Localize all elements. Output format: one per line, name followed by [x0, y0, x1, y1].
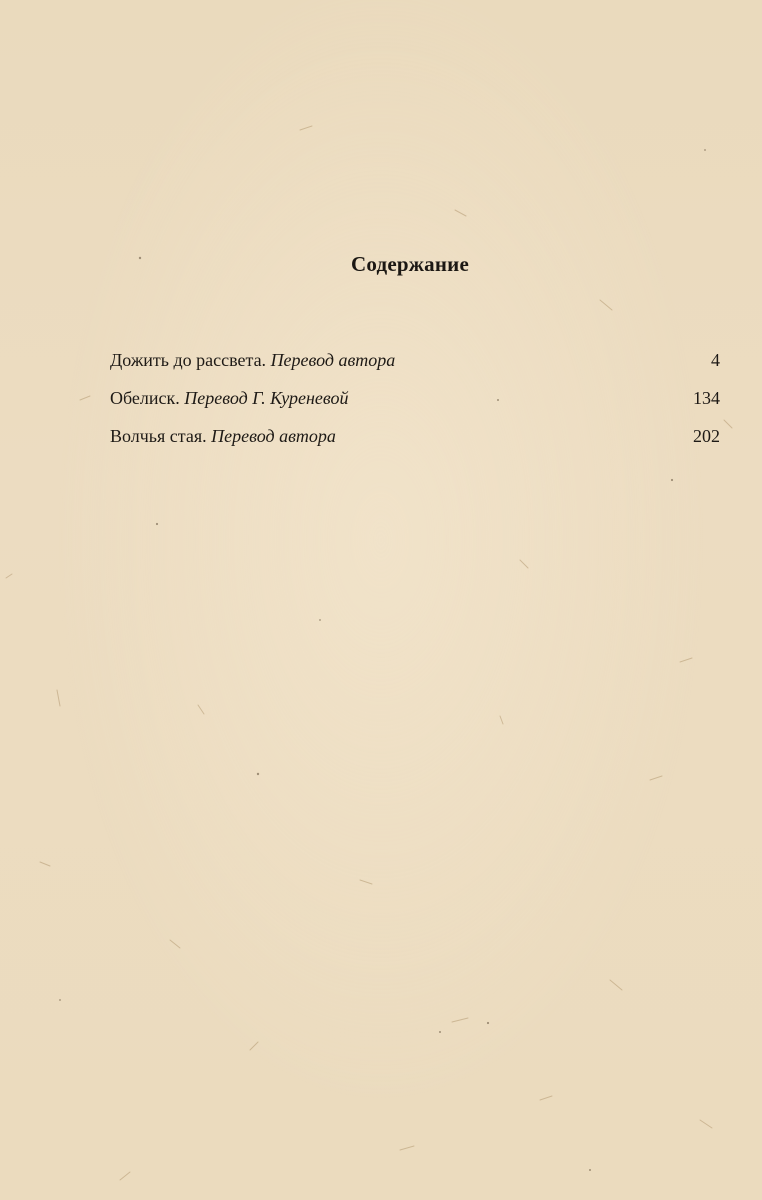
toc-entry-page: 4 [711, 350, 720, 370]
contents-heading: Содержание [351, 252, 469, 276]
toc-entry-title: Обелиск. [110, 388, 180, 408]
table-of-contents [110, 348, 720, 462]
toc-entry[interactable] [110, 348, 720, 386]
toc-entry-page: 202 [693, 426, 720, 446]
toc-entry[interactable] [110, 424, 720, 462]
toc-entry-title: Волчья стая. [110, 426, 207, 446]
toc-entry-title-line [110, 348, 395, 372]
toc-entry-translator: Перевод автора [211, 426, 336, 446]
toc-entry-title: Дожить до рассвета. [110, 350, 267, 370]
toc-entry-title-line [110, 424, 336, 448]
toc-entry-title-line [110, 386, 349, 410]
toc-entry-page: 134 [693, 388, 720, 408]
toc-entry-translator: Перевод автора [270, 350, 396, 370]
toc-entry-translator: Перевод Г. Куреневой [184, 388, 349, 408]
toc-entry[interactable] [110, 386, 720, 424]
